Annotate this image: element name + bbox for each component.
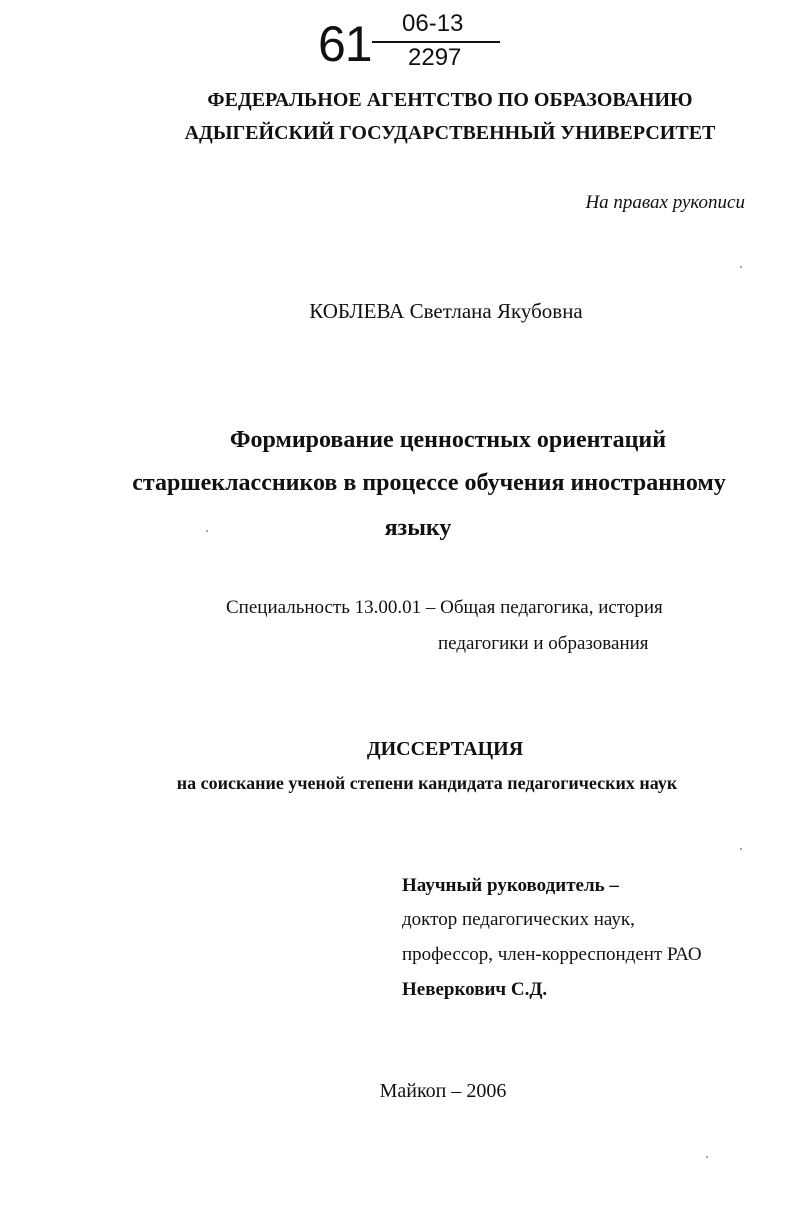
archive-stamp — [318, 10, 508, 76]
thesis-title-line-1: Формирование ценностных ориентаций — [229, 427, 667, 453]
dissertation-subheading: на соискание ученой степени кандидата педагогических наук — [176, 773, 678, 793]
manuscript-rights-note: На правах рукописи — [585, 192, 745, 213]
archive-stamp-prefix: 61 — [318, 16, 372, 72]
agency-heading: ФЕДЕРАЛЬНОЕ АГЕНТСТВО ПО ОБРАЗОВАНИЮ — [207, 89, 693, 111]
scan-speck — [740, 848, 742, 850]
thesis-title-line-3: языку — [384, 515, 452, 541]
archive-stamp-denominator: 2297 — [408, 44, 462, 71]
supervisor-position: профессор, член-корреспондент РАО — [402, 944, 702, 965]
scan-speck — [740, 266, 742, 268]
supervisor-degree: доктор педагогических наук, — [402, 909, 635, 930]
scan-speck — [206, 530, 208, 532]
archive-stamp-numerator: 06-13 — [402, 10, 464, 37]
dissertation-heading: ДИССЕРТАЦИЯ — [366, 738, 524, 760]
archive-stamp-fraction-rule — [390, 41, 500, 43]
supervisor-label: Научный руководитель – — [402, 875, 619, 896]
supervisor-name: Неверкович С.Д. — [402, 979, 548, 1000]
university-heading: АДЫГЕЙСКИЙ ГОСУДАРСТВЕННЫЙ УНИВЕРСИТЕТ — [184, 122, 716, 144]
place-and-year: Майкоп – 2006 — [379, 1080, 507, 1102]
scan-speck — [706, 1156, 708, 1158]
specialty-line-2: педагогики и образования — [438, 633, 649, 654]
specialty-line-1: Специальность 13.00.01 – Общая педагогика, история — [226, 597, 663, 618]
archive-stamp-dash — [372, 41, 392, 43]
thesis-title-line-2: старшеклассников в процессе обучения иностранному — [132, 470, 726, 496]
author-name: КОБЛЕВА Светлана Якубовна — [309, 299, 583, 323]
